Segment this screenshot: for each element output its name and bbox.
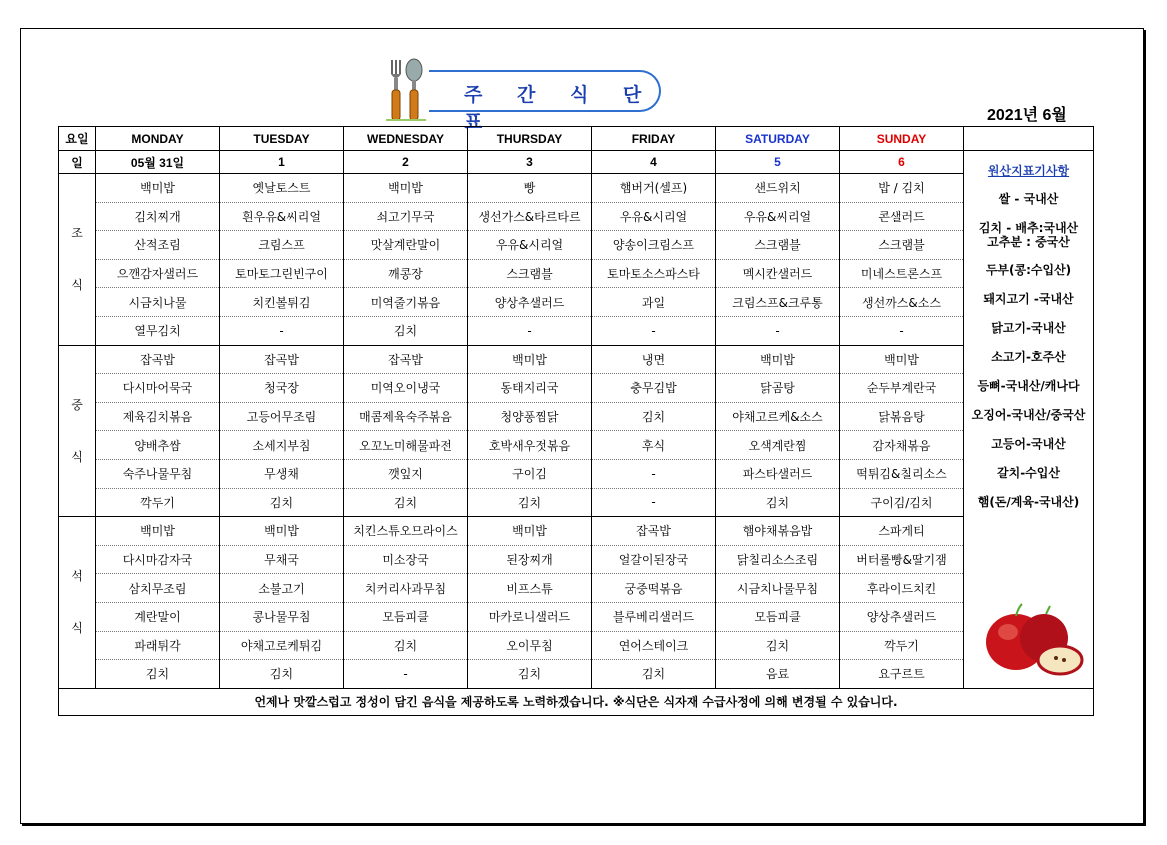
menu-cell: 무채국 [220, 545, 344, 574]
day-header: MONDAY [96, 127, 220, 151]
origin-item: 등뼈-국내산/캐나다 [977, 379, 1080, 393]
menu-cell: 빵 [468, 174, 592, 203]
menu-cell: 과일 [592, 288, 716, 317]
page-title: 주 간 식 단 표 [464, 84, 656, 133]
date-cell: 3 [468, 151, 592, 174]
menu-cell: 토마토소스파스타 [592, 259, 716, 288]
menu-cell: 소세지부침 [220, 431, 344, 460]
menu-cell: 백미밥 [96, 517, 220, 546]
menu-cell: 양배추쌈 [96, 431, 220, 460]
menu-cell: 잡곡밥 [96, 345, 220, 374]
menu-cell: 닭볶음탕 [840, 402, 964, 431]
menu-cell: 깍두기 [840, 631, 964, 660]
meal-label: 석 식 [59, 517, 96, 689]
menu-cell: 깻잎지 [344, 459, 468, 488]
header-blank [964, 127, 1094, 151]
menu-cell: 오꼬노미해물파전 [344, 431, 468, 460]
menu-cell: 스크램블 [840, 231, 964, 260]
menu-cell: - [344, 660, 468, 689]
menu-cell: 김치 [220, 660, 344, 689]
menu-cell: 김치 [592, 402, 716, 431]
menu-cell: 연어스테이크 [592, 631, 716, 660]
menu-cell: 시금치나물 [96, 288, 220, 317]
menu-cell: 파스타샐러드 [716, 459, 840, 488]
menu-cell: 김치 [468, 488, 592, 517]
menu-cell: 생선가스&타르타르 [468, 202, 592, 231]
menu-cell: 김치 [344, 316, 468, 345]
menu-cell: 요구르트 [840, 660, 964, 689]
menu-cell: 야채고로케튀김 [220, 631, 344, 660]
day-header: THURSDAY [468, 127, 592, 151]
menu-cell: 다시마어묵국 [96, 374, 220, 403]
menu-cell: 잡곡밥 [344, 345, 468, 374]
menu-cell: - [840, 316, 964, 345]
meal-label: 조 식 [59, 174, 96, 346]
date-cell: 05월 31일 [96, 151, 220, 174]
menu-cell: 백미밥 [96, 174, 220, 203]
date-cell: 2 [344, 151, 468, 174]
menu-cell: 모듬피클 [716, 602, 840, 631]
menu-cell: - [592, 316, 716, 345]
menu-cell: 흰우유&씨리얼 [220, 202, 344, 231]
menu-cell: 김치 [468, 660, 592, 689]
menu-cell: 김치 [344, 488, 468, 517]
menu-cell: 미역오이냉국 [344, 374, 468, 403]
origin-item: 갈치-수입산 [997, 466, 1060, 480]
menu-cell: 오이무침 [468, 631, 592, 660]
menu-cell: 구이김 [468, 459, 592, 488]
menu-cell: 맛살계란말이 [344, 231, 468, 260]
menu-cell: 닭칠리소스조림 [716, 545, 840, 574]
menu-cell: 닭곰탕 [716, 374, 840, 403]
menu-cell: 백미밥 [468, 517, 592, 546]
menu-cell: 백미밥 [716, 345, 840, 374]
origin-item: 돼지고기 -국내산 [983, 292, 1074, 306]
menu-cell: 백미밥 [468, 345, 592, 374]
menu-cell: 백미밥 [840, 345, 964, 374]
date-cell: 5 [716, 151, 840, 174]
menu-cell: 청양퐁찜닭 [468, 402, 592, 431]
menu-cell: 음료 [716, 660, 840, 689]
menu-cell: 김치찌개 [96, 202, 220, 231]
menu-cell: 콩나물무침 [220, 602, 344, 631]
origin-item: 오징어-국내산/중국산 [971, 408, 1086, 422]
menu-cell: 된장찌개 [468, 545, 592, 574]
title-banner [384, 56, 674, 133]
weekly-menu-table [58, 126, 1094, 716]
menu-cell: 우유&시리얼 [592, 202, 716, 231]
menu-cell: 비프스튜 [468, 574, 592, 603]
menu-cell: 열무김치 [96, 316, 220, 345]
menu-cell: 블루베리샐러드 [592, 602, 716, 631]
menu-cell: 쇠고기무국 [344, 202, 468, 231]
day-header: WEDNESDAY [344, 127, 468, 151]
menu-cell: 샌드위치 [716, 174, 840, 203]
menu-cell: 깨콩장 [344, 259, 468, 288]
year-month: 2021년 6월 [987, 107, 1067, 124]
menu-cell: 충무김밥 [592, 374, 716, 403]
menu-cell: 김치 [344, 631, 468, 660]
origin-item: 쌀 - 국내산 [998, 192, 1059, 206]
menu-cell: 생선까스&소스 [840, 288, 964, 317]
menu-cell: 계란말이 [96, 602, 220, 631]
menu-cell: 파래튀각 [96, 631, 220, 660]
menu-cell: 무생채 [220, 459, 344, 488]
menu-cell: 양상추샐러드 [840, 602, 964, 631]
origin-item: 햄(돈/계육-국내산) [977, 495, 1080, 509]
menu-cell: 으깬감자샐러드 [96, 259, 220, 288]
menu-cell: 백미밥 [220, 517, 344, 546]
menu-cell: 잡곡밥 [592, 517, 716, 546]
origin-item: 닭고기-국내산 [991, 321, 1066, 335]
menu-cell: - [468, 316, 592, 345]
menu-cell: 스크램블 [468, 259, 592, 288]
menu-cell: 시금치나물무침 [716, 574, 840, 603]
menu-cell: 미소장국 [344, 545, 468, 574]
menu-cell: 우유&씨리얼 [716, 202, 840, 231]
menu-cell: 크림스프&크루통 [716, 288, 840, 317]
date-cell: 6 [840, 151, 964, 174]
header-label: 요일 [59, 127, 96, 151]
menu-cell: - [716, 316, 840, 345]
menu-cell: 구이김/김치 [840, 488, 964, 517]
menu-cell: - [592, 488, 716, 517]
menu-cell: 매콤제육숙주볶음 [344, 402, 468, 431]
menu-cell: 미네스트론스프 [840, 259, 964, 288]
menu-cell: - [592, 459, 716, 488]
origin-title: 원산지표기사항 [987, 164, 1070, 178]
day-header: SATURDAY [716, 127, 840, 151]
menu-cell: 치킨스튜오므라이스 [344, 517, 468, 546]
footer-note: 언제나 맛깔스럽고 정성이 담긴 음식을 제공하도록 노력하겠습니다. ※식단은 식자재 수급사정에 의해 변경될 수 있습니다. [59, 688, 1094, 715]
menu-cell: 김치 [716, 488, 840, 517]
menu-cell: 마카로니샐러드 [468, 602, 592, 631]
menu-cell: 숙주나물무침 [96, 459, 220, 488]
menu-cell: 고등어무조림 [220, 402, 344, 431]
menu-cell: 햄야채볶음밥 [716, 517, 840, 546]
date-label: 일 [59, 151, 96, 174]
origin-item: 김치 - 배추:국내산 고추분 : 중국산 [978, 221, 1079, 249]
menu-cell: 감자채볶음 [840, 431, 964, 460]
menu-cell: 버터롤빵&딸기잼 [840, 545, 964, 574]
menu-cell: 야채고르케&소스 [716, 402, 840, 431]
menu-cell: 순두부계란국 [840, 374, 964, 403]
menu-cell: 산적조림 [96, 231, 220, 260]
date-cell: 1 [220, 151, 344, 174]
menu-cell: 김치 [716, 631, 840, 660]
menu-cell: 미역줄기볶음 [344, 288, 468, 317]
menu-cell: 옛날토스트 [220, 174, 344, 203]
day-header: SUNDAY [840, 127, 964, 151]
menu-cell: 치킨볼튀김 [220, 288, 344, 317]
menu-cell: 삼치무조림 [96, 574, 220, 603]
origin-item: 고등어-국내산 [991, 437, 1066, 451]
day-header: TUESDAY [220, 127, 344, 151]
menu-cell: 떡튀김&칠리소스 [840, 459, 964, 488]
menu-cell: 제육김치볶음 [96, 402, 220, 431]
menu-cell: 토마토그린빈구이 [220, 259, 344, 288]
menu-cell: 동태지리국 [468, 374, 592, 403]
menu-cell: 크림스프 [220, 231, 344, 260]
menu-cell: 모듬피클 [344, 602, 468, 631]
menu-cell: 백미밥 [344, 174, 468, 203]
menu-cell: 얼갈이된장국 [592, 545, 716, 574]
menu-cell: 호박새우젓볶음 [468, 431, 592, 460]
menu-cell: 김치 [96, 660, 220, 689]
menu-cell: 소불고기 [220, 574, 344, 603]
menu-cell: 밥 / 김치 [840, 174, 964, 203]
menu-cell: 양상추샐러드 [468, 288, 592, 317]
day-header: FRIDAY [592, 127, 716, 151]
menu-cell: 궁중떡볶음 [592, 574, 716, 603]
menu-cell: 다시마감자국 [96, 545, 220, 574]
menu-cell: 후식 [592, 431, 716, 460]
menu-cell: 콘샐러드 [840, 202, 964, 231]
menu-cell: 냉면 [592, 345, 716, 374]
menu-cell: 청국장 [220, 374, 344, 403]
menu-cell: 스파게티 [840, 517, 964, 546]
menu-cell: 양송이크림스프 [592, 231, 716, 260]
apple-image [980, 602, 1086, 676]
menu-cell: 김치 [220, 488, 344, 517]
menu-cell: 스크램블 [716, 231, 840, 260]
origin-item: 두부(콩:수입산) [985, 263, 1072, 277]
menu-cell: 오색계란찜 [716, 431, 840, 460]
menu-cell: 우유&시리얼 [468, 231, 592, 260]
menu-cell: 햄버거(셀프) [592, 174, 716, 203]
menu-cell: 깍두기 [96, 488, 220, 517]
date-cell: 4 [592, 151, 716, 174]
menu-cell: 후라이드치킨 [840, 574, 964, 603]
menu-cell: 잡곡밥 [220, 345, 344, 374]
origin-item: 소고기-호주산 [991, 350, 1066, 364]
menu-cell: 멕시칸샐러드 [716, 259, 840, 288]
menu-cell: 치커리사과무침 [344, 574, 468, 603]
menu-cell: 김치 [592, 660, 716, 689]
menu-cell: - [220, 316, 344, 345]
meal-label: 중 식 [59, 345, 96, 517]
